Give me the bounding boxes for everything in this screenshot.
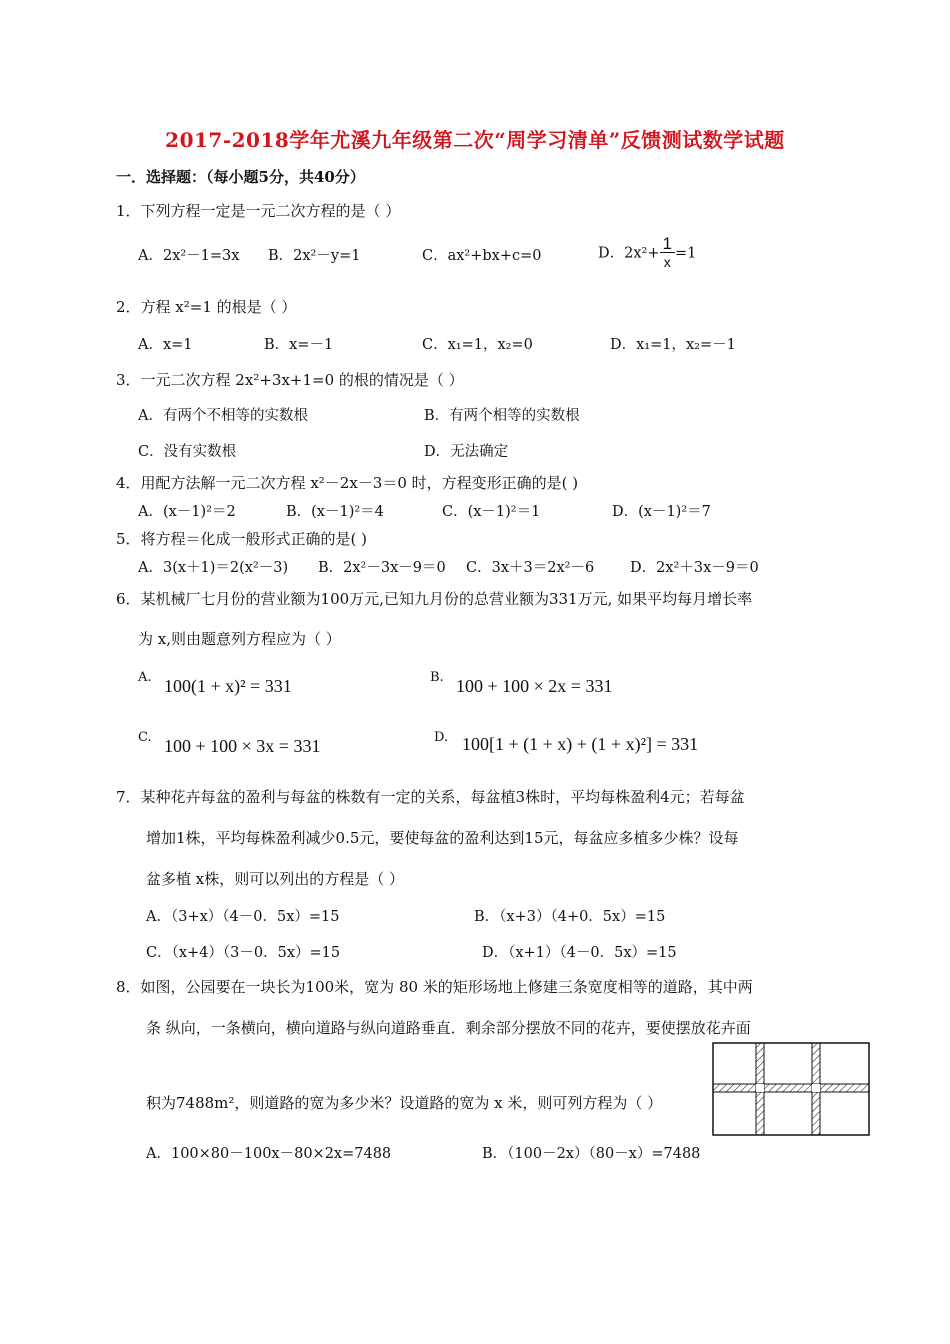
q2-option-c: C．x₁=1，x₂=0 (422, 337, 533, 353)
q1-option-b: B．2x²－y=1 (268, 248, 361, 264)
q7-option-c: C．（x+4）（3－0．5x）=15 (146, 945, 341, 961)
q2-stem: 2．方程 x²=1 的根是（ ） (116, 298, 297, 316)
section-heading: 一．选择题：（每小题5分，共40分） (116, 168, 365, 186)
q6-stem-line2: 为 x,则由题意列方程应为（ ） (138, 630, 341, 648)
q7-option-b: B．（x+3）（4+0．5x）=15 (474, 909, 666, 925)
q6-option-d: 100[1 + (1 + x) + (1 + x)²] = 331 (462, 734, 699, 754)
park-road-figure (712, 1042, 870, 1136)
road-crossing-right (812, 1084, 820, 1092)
q4-stem: 4．用配方法解一元二次方程 x²－2x－3＝0 时，方程变形正确的是( ) (116, 474, 579, 492)
q1-option-d-suffix: =1 (674, 245, 697, 262)
q6-option-c: 100 + 100 × 3x = 331 (164, 736, 321, 756)
q1-fraction-denominator: x (663, 254, 671, 270)
q4-option-d: D．(x－1)²＝7 (612, 504, 711, 520)
q6-option-a: 100(1 + x)² = 331 (164, 676, 292, 696)
q2-option-b: B．x=－1 (264, 337, 334, 353)
road-horizontal (713, 1084, 869, 1092)
q1-option-d (598, 236, 696, 271)
q8-stem-line2: 条 纵向，一条横向，横向道路与纵向道路垂直．剩余部分摆放不同的花卉，要使摆放花卉面 (146, 1019, 751, 1037)
q1-option-a: A．2x²－1=3x (138, 248, 240, 264)
q6-option-a-label: A. (138, 670, 152, 685)
q5-option-a: A．3(x＋1)＝2(x²－3) (138, 560, 289, 576)
q1-fraction-numerator: 1 (660, 236, 675, 253)
q3-option-b: B．有两个相等的实数根 (424, 408, 580, 424)
q7-stem-line1: 7．某种花卉每盆的盈利与每盆的株数有一定的关系，每盆植3株时，平均每株盈利4元；若每盆 (116, 788, 745, 806)
road-crossing-left (756, 1084, 764, 1092)
q5-option-b: B．2x²－3x－9＝0 (318, 560, 446, 576)
q1-option-c: C．ax²+bx+c=0 (422, 248, 542, 264)
q1-option-d-prefix: D．2x²+ (598, 245, 660, 262)
q4-option-c: C．(x－1)²＝1 (442, 504, 541, 520)
q2-option-d: D．x₁=1，x₂=－1 (610, 337, 736, 353)
q5-stem: 5．将方程＝化成一般形式正确的是( ) (116, 530, 368, 548)
q6-option-d-label: D. (434, 730, 449, 745)
q3-stem: 3．一元二次方程 2x²+3x+1=0 的根的情况是（ ） (116, 371, 464, 389)
q3-option-c: C．没有实数根 (138, 444, 237, 460)
q5-option-c: C．3x＋3＝2x²－6 (466, 560, 595, 576)
q3-option-d: D．无法确定 (424, 444, 509, 460)
q4-option-a: A．(x－1)²＝2 (138, 504, 236, 520)
q6-stem-line1: 6．某机械厂七月份的营业额为100万元,已知九月份的总营业额为331万元, 如果平均每月增长率 (116, 590, 753, 608)
q8-option-b: B．（100－2x）（80－x）=7488 (482, 1146, 701, 1162)
q5-option-d: D．2x²＋3x－9＝0 (630, 560, 759, 576)
q7-stem-line3: 盆多植 x株，则可以列出的方程是（ ） (146, 870, 404, 888)
q1-stem: 1．下列方程一定是一元二次方程的是（ ） (116, 202, 401, 220)
q8-stem-line3: 积为7488m²，则道路的宽为多少米？设道路的宽为 x 米，则可列方程为（ ） (146, 1094, 663, 1112)
page-title: 2017-2018学年尤溪九年级第二次“周学习清单”反馈测试数学试题 (165, 128, 785, 152)
q1-fraction (660, 236, 675, 271)
q7-option-d: D．（x+1）（4－0．5x）=15 (482, 945, 677, 961)
q7-option-a: A．（3+x）（4－0．5x）=15 (146, 909, 340, 925)
q8-option-a: A．100×80－100x－80×2x=7488 (146, 1146, 392, 1162)
q2-option-a: A．x=1 (138, 337, 193, 353)
q7-stem-line2: 增加1株，平均每株盈利减少0.5元，要使每盆的盈利达到15元，每盆应多植多少株？设每 (146, 829, 739, 847)
q8-stem-line1: 8．如图，公园要在一块长为100米，宽为 80 米的矩形场地上修建三条宽度相等的道路，其中两 (116, 978, 753, 996)
q6-option-b: 100 + 100 × 2x = 331 (456, 676, 613, 696)
q6-option-b-label: B. (430, 670, 444, 685)
q6-option-c-label: C. (138, 730, 152, 745)
q4-option-b: B．(x－1)²＝4 (286, 504, 384, 520)
q3-option-a: A．有两个不相等的实数根 (138, 408, 308, 424)
